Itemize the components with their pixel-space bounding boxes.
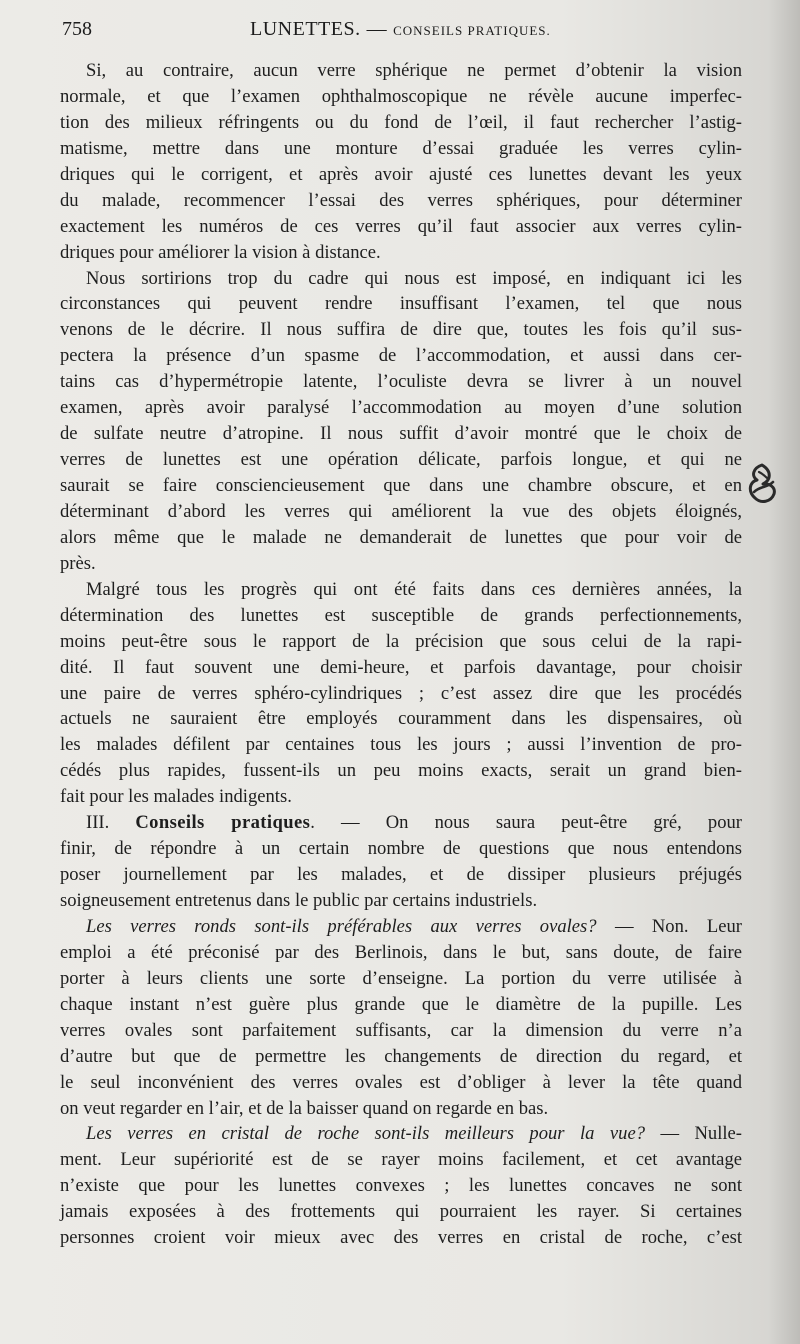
text-line: exactement les numéros de ces verres qu’il faut associer aux verres cylin- <box>60 215 742 237</box>
text-line: Nous sortirions trop du cadre qui nous est imposé, en indiquant ici les <box>86 267 742 289</box>
text-line: saurait se faire consciencieusement que dans une chambre obscure, et en <box>60 475 742 496</box>
page-header <box>62 18 752 48</box>
text-line: verres ovales sont parfaitement suffisants, car la dimension du verre n’a <box>60 1019 742 1041</box>
text-line: circonstances qui peuvent rendre insuffisant l’examen, tel que nous <box>60 293 742 315</box>
text-line: cédés plus rapides, fussent-ils un peu moins exacts, serait un grand bien- <box>60 760 742 782</box>
running-subtitle: CONSEILS PRATIQUES. <box>393 23 551 38</box>
text-line <box>60 1121 742 1147</box>
text-line: verres de lunettes est une opération délicate, parfois longue, et qui ne <box>60 449 742 471</box>
text-line: dité. Il faut souvent une demi-heure, et parfois davantage, pour choisir <box>60 656 742 678</box>
text-line: chaque instant n’est guère plus grande que le diamètre de la pupille. Les <box>60 993 742 1015</box>
text-line: n’existe que pour les lunettes convexes ; les lunettes concaves ne sont <box>60 1175 742 1197</box>
running-head-dash: — <box>366 18 388 40</box>
text-segment: III. <box>86 812 136 834</box>
italic-question: Les verres ronds sont-ils préférables aux verres ovales? <box>86 915 597 937</box>
text-line: une paire de verres sphéro-cylindriques ; c’est assez dire que les procédés <box>60 682 742 704</box>
text-line: Si, au contraire, aucun verre sphérique ne permet d’obtenir la vision <box>86 60 742 81</box>
body-text <box>60 58 742 1251</box>
text-line: venons de le décrire. Il nous suffira de dire que, toutes les fois qu’il sus- <box>60 319 742 341</box>
text-line: près. <box>60 552 96 574</box>
text-line: finir, de répondre à un certain nombre de questions que nous entendons <box>60 838 742 860</box>
page-number: 758 <box>62 18 92 40</box>
text-line: fait pour les malades indigents. <box>60 786 292 808</box>
running-head <box>250 18 551 41</box>
text-line: détermination des lunettes est susceptible de grands perfectionnements, <box>60 604 742 626</box>
text-line: poser journellement par les malades, et de dissiper plusieurs préjugés <box>60 864 742 886</box>
running-title: LUNETTES. <box>250 18 361 40</box>
text-line: porter à leurs clients une sorte d’enseigne. La portion du verre utilisée à <box>60 967 742 989</box>
section-heading: Conseils pratiques <box>135 812 311 834</box>
text-segment: — Non. Leur <box>596 915 743 937</box>
text-line: matisme, mettre dans une monture d’essai graduée les verres cylin- <box>60 137 742 159</box>
text-line: soigneusement entretenus dans le public par certains industriels. <box>60 890 538 911</box>
text-line: alors même que le malade ne demanderait de lunettes que pour voir de <box>60 526 742 548</box>
text-line: de sulfate neutre d’atropine. Il nous suffit d’avoir montré que le choix de <box>60 423 742 445</box>
italic-question: Les verres en cristal de roche sont-ils meilleurs pour la vue? <box>86 1123 645 1145</box>
text-line: emploi a été préconisé par des Berlinois, dans le but, sans doute, de faire <box>60 941 742 963</box>
handwritten-margin-mark-icon <box>745 462 779 508</box>
text-line: Malgré tous les progrès qui ont été faits dans ces dernières années, la <box>86 578 742 600</box>
text-line: on veut regarder en l’air, et de la baisser quand on regarde en bas. <box>60 1097 549 1119</box>
text-line: examen, après avoir paralysé l’accommodation au moyen d’une solution <box>60 397 742 419</box>
text-line: le seul inconvénient des verres ovales est d’obliger à lever la tête quand <box>60 1071 742 1093</box>
text-line <box>60 914 742 940</box>
text-segment: — Nulle- <box>645 1123 742 1145</box>
text-line: d’autre but que de permettre les changements de direction du regard, et <box>60 1045 742 1067</box>
text-line: pectera la présence d’un spasme de l’accommodation, et aussi dans cer- <box>60 345 742 367</box>
text-line: ment. Leur supériorité est de se rayer moins facilement, et cet avantage <box>60 1149 742 1171</box>
text-line: driques qui le corrigent, et après avoir ajusté ces lunettes devant les yeux <box>60 163 742 185</box>
text-line: moins peut-être sous le rapport de la précision que sous celui de la rapi- <box>60 630 742 652</box>
text-line: tion des milieux réfringents ou du fond de l’œil, il faut rechercher l’astig- <box>60 111 742 133</box>
text-line: driques pour améliorer la vision à distance. <box>60 241 381 263</box>
text-line: du malade, recommencer l’essai des verres sphériques, pour déterminer <box>60 189 742 211</box>
text-line: déterminant d’abord les verres qui améliorent la vue des objets éloignés, <box>60 500 742 522</box>
text-line <box>60 810 742 836</box>
text-line: actuels ne sauraient être employés couramment dans les dispensaires, où <box>60 708 742 730</box>
text-line: les malades défilent par centaines tous les jours ; aussi l’invention de pro- <box>60 734 742 756</box>
text-line: normale, et que l’examen ophthalmoscopique ne révèle aucune imperfec- <box>60 85 742 107</box>
text-segment: . — On nous saura peut-être gré, pour <box>310 812 743 834</box>
text-line: jamais exposées à des frottements qui pourraient les rayer. Si certaines <box>60 1201 742 1223</box>
text-line: tains cas d’hypermétropie latente, l’oculiste devra se livrer à un nouvel <box>60 371 742 393</box>
text-line: personnes croient voir mieux avec des verres en cristal de roche, c’est <box>60 1227 742 1249</box>
